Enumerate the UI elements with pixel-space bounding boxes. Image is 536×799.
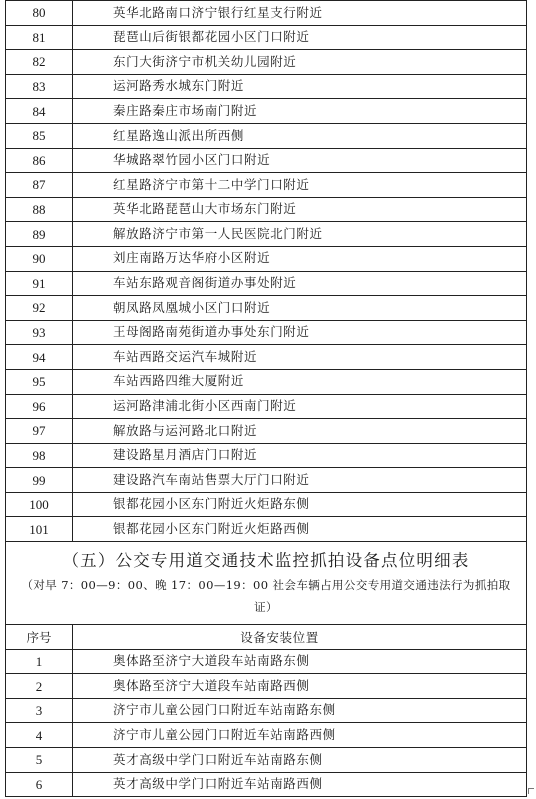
row-location: 秦庄路秦庄市场南门附近 bbox=[73, 99, 527, 124]
row-number: 4 bbox=[6, 723, 73, 748]
row-location: 琵琶山后街银都花园小区门口附近 bbox=[73, 25, 527, 50]
table-row bbox=[6, 345, 527, 370]
table-row bbox=[6, 74, 527, 99]
table-row bbox=[6, 123, 527, 148]
row-location: 车站西路四维大厦附近 bbox=[73, 369, 527, 394]
row-location: 东门大街济宁市机关幼儿园附近 bbox=[73, 50, 527, 75]
row-number: 100 bbox=[6, 492, 73, 517]
column-header-no: 序号 bbox=[6, 625, 73, 650]
row-location: 英华北路南口济宁银行红星支行附近 bbox=[73, 1, 527, 26]
row-number: 87 bbox=[6, 173, 73, 198]
row-location: 刘庄南路万达华府小区附近 bbox=[73, 246, 527, 271]
row-location: 英华北路琵琶山大市场东门附近 bbox=[73, 197, 527, 222]
row-number: 89 bbox=[6, 222, 73, 247]
row-location: 英才高级中学门口附近车站南路西侧 bbox=[73, 772, 527, 797]
column-header-location: 设备安装位置 bbox=[73, 625, 527, 650]
row-number: 82 bbox=[6, 50, 73, 75]
table-row bbox=[6, 649, 527, 674]
row-location: 建设路汽车南站售票大厅门口附近 bbox=[73, 468, 527, 493]
row-location: 运河路秀水城东门附近 bbox=[73, 74, 527, 99]
section-note: （对早 7：00—9：00、晚 17：00—19：00 社会车辆占用公交专用道交通违法行为抓拍取证） bbox=[21, 578, 511, 615]
table-row bbox=[6, 748, 527, 773]
row-location: 运河路津浦北街小区西南门附近 bbox=[73, 394, 527, 419]
table-header-row bbox=[6, 625, 527, 650]
row-number: 86 bbox=[6, 148, 73, 173]
table-row bbox=[6, 443, 527, 468]
row-number: 83 bbox=[6, 74, 73, 99]
row-location: 解放路济宁市第一人民医院北门附近 bbox=[73, 222, 527, 247]
row-number: 88 bbox=[6, 197, 73, 222]
table-row bbox=[6, 148, 527, 173]
row-location: 红星路逸山派出所西侧 bbox=[73, 123, 527, 148]
table-row bbox=[6, 517, 527, 542]
row-number: 84 bbox=[6, 99, 73, 124]
table-row bbox=[6, 723, 527, 748]
table-row bbox=[6, 99, 527, 124]
row-number: 6 bbox=[6, 772, 73, 797]
table-row bbox=[6, 369, 527, 394]
row-number: 95 bbox=[6, 369, 73, 394]
row-location: 华城路翠竹园小区门口附近 bbox=[73, 148, 527, 173]
page-corner-mark bbox=[528, 788, 534, 794]
row-number: 1 bbox=[6, 649, 73, 674]
row-number: 93 bbox=[6, 320, 73, 345]
row-number: 94 bbox=[6, 345, 73, 370]
row-number: 3 bbox=[6, 698, 73, 723]
row-location: 奥体路至济宁大道段车站南路西侧 bbox=[73, 674, 527, 699]
monitoring-points-table bbox=[5, 0, 527, 542]
document-page bbox=[5, 0, 527, 797]
row-number: 81 bbox=[6, 25, 73, 50]
row-location: 车站东路观音阁街道办事处附近 bbox=[73, 271, 527, 296]
row-number: 90 bbox=[6, 246, 73, 271]
row-location: 英才高级中学门口附近车站南路东侧 bbox=[73, 748, 527, 773]
row-location: 解放路与运河路北口附近 bbox=[73, 419, 527, 444]
row-number: 91 bbox=[6, 271, 73, 296]
table-row bbox=[6, 173, 527, 198]
table-row bbox=[6, 772, 527, 797]
table-row bbox=[6, 1, 527, 26]
section-heading-block bbox=[5, 542, 527, 624]
row-number: 99 bbox=[6, 468, 73, 493]
table-row bbox=[6, 419, 527, 444]
table-row bbox=[6, 394, 527, 419]
row-number: 2 bbox=[6, 674, 73, 699]
row-number: 92 bbox=[6, 296, 73, 321]
row-number: 85 bbox=[6, 123, 73, 148]
row-location: 银都花园小区东门附近火炬路东侧 bbox=[73, 492, 527, 517]
row-number: 101 bbox=[6, 517, 73, 542]
row-location: 朝凤路凤凰城小区门口附近 bbox=[73, 296, 527, 321]
table-row bbox=[6, 674, 527, 699]
table-row bbox=[6, 271, 527, 296]
row-location: 红星路济宁市第十二中学门口附近 bbox=[73, 173, 527, 198]
row-location: 济宁市儿童公园门口附近车站南路西侧 bbox=[73, 723, 527, 748]
table-row bbox=[6, 698, 527, 723]
table-row bbox=[6, 246, 527, 271]
table-row bbox=[6, 492, 527, 517]
table-row bbox=[6, 25, 527, 50]
row-location: 王母阁路南苑街道办事处东门附近 bbox=[73, 320, 527, 345]
table-row bbox=[6, 468, 527, 493]
row-number: 97 bbox=[6, 419, 73, 444]
row-location: 车站西路交运汽车城附近 bbox=[73, 345, 527, 370]
row-number: 96 bbox=[6, 394, 73, 419]
table-row bbox=[6, 222, 527, 247]
section-title: （五）公交专用道交通技术监控抓拍设备点位明细表 bbox=[62, 551, 470, 571]
row-location: 奥体路至济宁大道段车站南路东侧 bbox=[73, 649, 527, 674]
table-row bbox=[6, 296, 527, 321]
row-location: 建设路星月酒店门口附近 bbox=[73, 443, 527, 468]
table-row bbox=[6, 197, 527, 222]
row-number: 5 bbox=[6, 748, 73, 773]
row-location: 银都花园小区东门附近火炬路西侧 bbox=[73, 517, 527, 542]
row-number: 98 bbox=[6, 443, 73, 468]
row-location: 济宁市儿童公园门口附近车站南路东侧 bbox=[73, 698, 527, 723]
row-number: 80 bbox=[6, 1, 73, 26]
table-row bbox=[6, 50, 527, 75]
bus-lane-cameras-table bbox=[5, 624, 527, 797]
table-row bbox=[6, 320, 527, 345]
